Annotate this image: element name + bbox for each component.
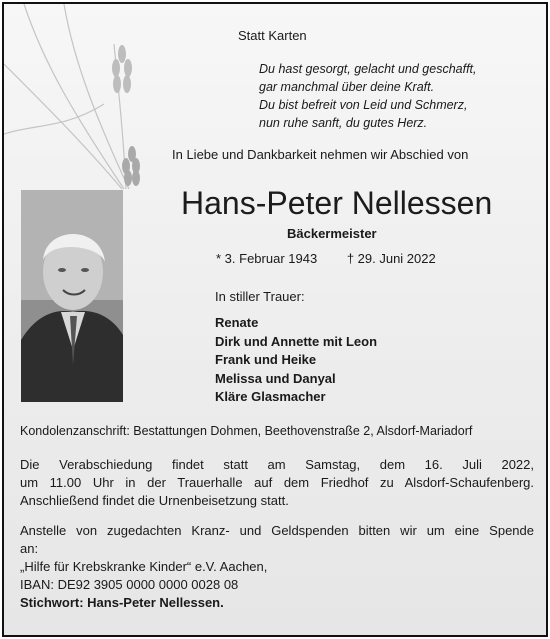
- mourner-name: Melissa und Danyal: [215, 370, 336, 386]
- portrait-photo: [21, 190, 123, 402]
- poem-line: nun ruhe sanft, du gutes Herz.: [259, 116, 428, 130]
- poem-line: Du hast gesorgt, gelacht und geschafft,: [259, 62, 477, 76]
- poem-line: Du bist befreit von Leid und Schmerz,: [259, 98, 468, 112]
- mourner-name: Dirk und Annette mit Leon: [215, 333, 378, 349]
- life-dates: [216, 251, 462, 266]
- donation-iban: IBAN: DE92 3905 0000 0000 0028 08: [20, 577, 239, 592]
- profession: Bäckermeister: [287, 226, 377, 241]
- mourner-name: Frank und Heike: [215, 352, 317, 367]
- donation-keyword: Stichwort: Hans-Peter Nellessen.: [20, 595, 224, 610]
- condolence-address: Kondolenzanschrift: Bestattungen Dohmen, Beethovenstraße 2, Alsdorf-Mariadorf: [20, 424, 473, 438]
- intro-text: In Liebe und Dankbarkeit nehmen wir Abschied von: [172, 147, 469, 162]
- obituary-notice: [2, 2, 548, 637]
- wheat-decoration: [4, 4, 154, 194]
- farewell-line: um 11.00 Uhr in der Trauerhalle auf dem Friedhof zu Alsdorf-Schaufenberg.: [20, 475, 534, 490]
- donation-recipient: „Hilfe für Krebskranke Kinder“ e.V. Aachen,: [20, 559, 268, 574]
- deceased-name: Hans-Peter Nellessen: [181, 185, 493, 221]
- farewell-paragraph: [20, 456, 534, 510]
- birth-date: * 3. Februar 1943: [216, 251, 318, 266]
- donation-line: Anstelle von zugedachten Kranz- und Geldspenden bitten wir um eine Spende: [20, 523, 534, 538]
- farewell-line: Die Verabschiedung findet statt am Samstag, dem 16. Juli 2022,: [20, 457, 534, 472]
- donation-line: an:: [20, 541, 39, 556]
- poem-line: gar manchmal über deine Kraft.: [259, 80, 435, 94]
- poem: [259, 60, 477, 132]
- farewell-line: Anschließend findet die Urnenbeisetzung statt.: [20, 493, 289, 508]
- death-date: † 29. Juni 2022: [346, 251, 436, 266]
- mourners-list: [215, 314, 377, 407]
- statt-karten: Statt Karten: [238, 28, 307, 43]
- mourner-name: Renate: [215, 315, 259, 330]
- mourning-label: In stiller Trauer:: [215, 289, 305, 304]
- mourner-name: Kläre Glasmacher: [215, 389, 326, 404]
- donation-paragraph: [20, 522, 534, 612]
